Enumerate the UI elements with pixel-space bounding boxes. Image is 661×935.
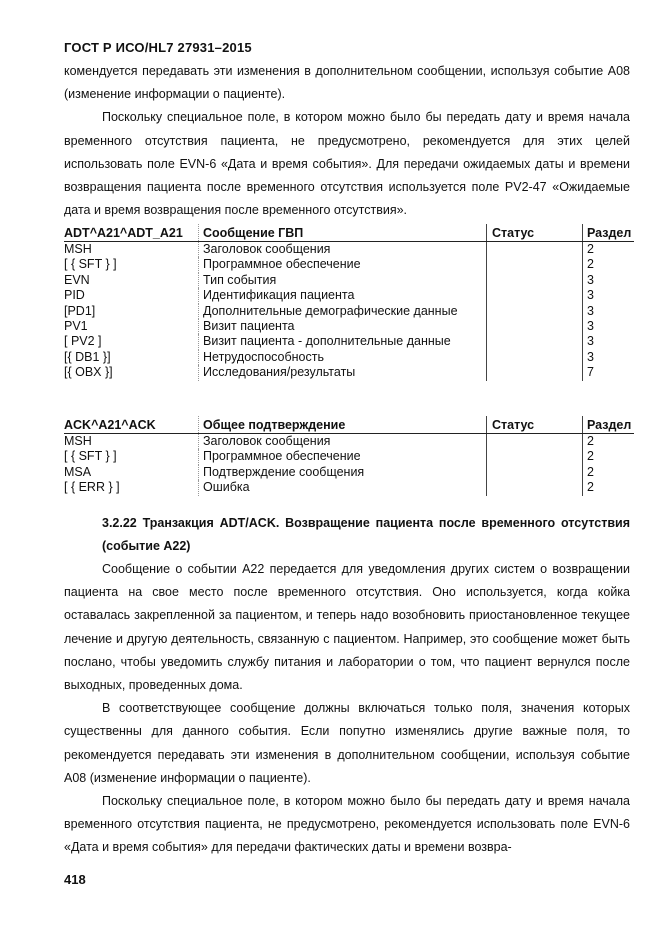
- name-cell: Заголовок сообщения: [199, 434, 487, 450]
- table-row: [64, 480, 634, 495]
- table-header-row: [64, 416, 634, 434]
- section-cell: 7: [583, 365, 635, 380]
- section-cell: 3: [583, 319, 635, 334]
- name-cell: Дополнительные демографические данные: [199, 304, 487, 319]
- page-number: 418: [64, 872, 86, 887]
- table-row: [64, 304, 634, 319]
- status-cell: [487, 365, 583, 380]
- column-header-section: Раздел: [583, 416, 635, 434]
- name-cell: Программное обеспечение: [199, 449, 487, 464]
- status-cell: [487, 319, 583, 334]
- status-cell: [487, 449, 583, 464]
- table-row: [64, 365, 634, 380]
- segment-cell: [ { ERR } ]: [64, 480, 120, 495]
- section-cell: 3: [583, 334, 635, 349]
- column-header-section: Раздел: [583, 224, 635, 242]
- column-header-status: Статус: [487, 416, 583, 434]
- section-cell: 2: [583, 449, 635, 464]
- segment-cell: [ { SFT } ]: [64, 257, 117, 272]
- ack-a21-message-table: [64, 416, 634, 496]
- table-row: [64, 465, 634, 480]
- bottom-text-block: [64, 558, 630, 860]
- paragraph-evn6: Поскольку специальное поле, в котором можно было бы передать дату и время начала временного отсутствия пациента, не предусмотрено, рекомендуется использовать поле EVN-6 «Дата и время события» для передачи фактических даты и времени возвра-: [64, 794, 630, 855]
- adt-a21-message-table: [64, 224, 634, 381]
- section-heading: 3.2.22 Транзакция ADT/ACK. Возвращение пациента после временного отсутствия (событие A22): [102, 516, 630, 554]
- name-cell: Визит пациента: [199, 319, 487, 334]
- segment-cell: [PD1]: [64, 303, 96, 318]
- table-row: [64, 273, 634, 288]
- table-row: [64, 288, 634, 303]
- section-cell: 2: [583, 434, 635, 450]
- segment-cell: [ { SFT } ]: [64, 449, 117, 464]
- table-row: [64, 242, 634, 258]
- top-text-block: [64, 60, 630, 222]
- name-cell: Нетрудоспособность: [199, 350, 487, 365]
- status-cell: [487, 434, 583, 450]
- segment-cell: MSH: [64, 242, 92, 256]
- paragraph-fields: В соответствующее сообщение должны включаться только поля, значения которых существенны для данного события. Если попутно изменялись другие важные поля, то рекомендуется передавать эти изменения в дополнительном сообщении, используя событие A08 (изменение информации о пациенте).: [64, 701, 630, 785]
- name-cell: Исследования/результаты: [199, 365, 487, 380]
- name-cell: Идентификация пациента: [199, 288, 487, 303]
- name-cell: Заголовок сообщения: [199, 242, 487, 258]
- section-cell: 3: [583, 288, 635, 303]
- section-cell: 3: [583, 350, 635, 365]
- status-cell: [487, 480, 583, 495]
- table-row: [64, 319, 634, 334]
- name-cell: Тип события: [199, 273, 487, 288]
- table-row: [64, 350, 634, 365]
- section-cell: 2: [583, 465, 635, 480]
- paragraph-evn6-pv247: Поскольку специальное поле, в котором можно было бы передать дату и время начала временного отсутствия пациента, не предусмотрено, рекомендуется для этих целей использовать поле EVN-6 «Дата и время события». Для передачи ожидаемых даты и времени возвращения пациента после временного отсутствия используется поле PV2-47 «Ожидаемые дата и время возвращения после временного отсутствия».: [64, 110, 630, 218]
- segment-cell: [{ OBX }]: [64, 365, 113, 380]
- section-cell: 2: [583, 242, 635, 258]
- section-cell: 3: [583, 273, 635, 288]
- segment-cell: MSA: [64, 464, 92, 479]
- table-row: [64, 434, 634, 450]
- status-cell: [487, 304, 583, 319]
- status-cell: [487, 465, 583, 480]
- segment-cell: PV1: [64, 319, 88, 334]
- status-cell: [487, 288, 583, 303]
- column-header-name: Общее подтверждение: [199, 416, 487, 434]
- status-cell: [487, 273, 583, 288]
- paragraph-a22-purpose: Сообщение о событии A22 передается для уведомления других систем о возвращении пациента на свое место после временного отсутствия. Оно используется, когда койка оставалась закрепленной за пациентом, и теперь надо возобновить приостановленное текущее лечение и другую деятельность, связанную с пациентом. Например, это сообщение может быть послано, чтобы уведомить службу питания и лаборатории о том, что пациент вернулся после выходных, проведенных дома.: [64, 562, 630, 693]
- section-cell: 2: [583, 480, 635, 495]
- name-cell: Ошибка: [199, 480, 487, 495]
- status-cell: [487, 334, 583, 349]
- table-header-row: [64, 224, 634, 242]
- status-cell: [487, 350, 583, 365]
- paragraph-continuation: комендуется передавать эти изменения в дополнительном сообщении, используя событие A08 (изменение информации о пациенте).: [64, 64, 630, 102]
- name-cell: Визит пациента - дополнительные данные: [199, 334, 487, 349]
- section-cell: 2: [583, 257, 635, 272]
- segment-cell: [{ DB1 }]: [64, 349, 111, 364]
- document-header: ГОСТ Р ИСО/HL7 27931–2015: [64, 40, 252, 55]
- column-header-name: Сообщение ГВП: [199, 224, 487, 242]
- column-header-status: Статус: [487, 224, 583, 242]
- table-row: [64, 334, 634, 349]
- segment-cell: [ PV2 ]: [64, 334, 102, 349]
- segment-cell: PID: [64, 288, 85, 303]
- column-header-segment: ACK^A21^ACK: [64, 416, 199, 434]
- table-row: [64, 257, 634, 272]
- name-cell: Программное обеспечение: [199, 257, 487, 272]
- column-header-segment: ADT^A21^ADT_A21: [64, 224, 199, 242]
- status-cell: [487, 257, 583, 272]
- name-cell: Подтверждение сообщения: [199, 465, 487, 480]
- status-cell: [487, 242, 583, 258]
- table-row: [64, 449, 634, 464]
- section-cell: 3: [583, 304, 635, 319]
- segment-cell: EVN: [64, 272, 90, 287]
- segment-cell: MSH: [64, 434, 92, 448]
